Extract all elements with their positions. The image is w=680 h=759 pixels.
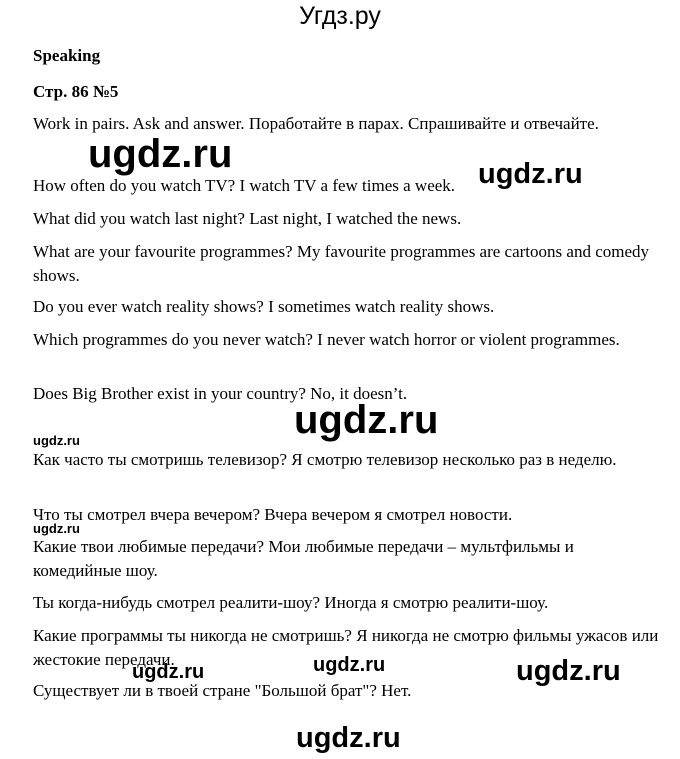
site-title: Угдз.ру — [299, 2, 381, 30]
exercise-reference: Стр. 86 №5 — [33, 82, 119, 101]
english-line: What are your favourite programmes? My favourite programmes are cartoons and comedy shows. — [33, 242, 650, 285]
english-line: How often do you watch TV? I watch TV a few times a week. — [33, 176, 456, 195]
watermark: ugdz.ru — [294, 398, 439, 442]
english-line: Do you ever watch reality shows? I sometimes watch reality shows. — [33, 297, 495, 316]
russian-line: Какие твои любимые передачи? Мои любимые передачи – мультфильмы и комедийные шоу. — [33, 537, 574, 580]
watermark: ugdz.ru — [516, 655, 621, 687]
russian-line: Ты когда-нибудь смотрел реалити-шоу? Иногда я смотрю реалити-шоу. — [33, 593, 549, 612]
watermark: ugdz.ru — [313, 654, 386, 676]
watermark: ugdz.ru — [33, 433, 80, 448]
english-line: Does Big Brother exist in your country? No, it doesn’t. — [33, 384, 408, 403]
russian-line: Что ты смотрел вчера вечером? Вчера вечером я смотрел новости. — [33, 505, 513, 524]
english-line: What did you watch last night? Last night, I watched the news. — [33, 209, 462, 228]
watermark: ugdz.ru — [296, 722, 401, 754]
watermark: ugdz.ru — [33, 521, 80, 536]
english-line: Which programmes do you never watch? I never watch horror or violent programmes. — [33, 330, 620, 349]
instruction-text: Work in pairs. Ask and answer. Поработайте в парах. Спрашивайте и отвечайте. — [33, 114, 599, 133]
watermark: ugdz.ru — [478, 158, 583, 190]
section-title: Speaking — [33, 46, 101, 65]
watermark: ugdz.ru — [132, 661, 205, 683]
watermark: ugdz.ru — [88, 132, 233, 176]
russian-line: Какие программы ты никогда не смотришь? Я никогда не смотрю фильмы ужасов или жестокие передачи. — [33, 626, 659, 669]
russian-line: Существует ли в твоей стране "Большой брат"? Нет. — [33, 681, 412, 700]
russian-line: Как часто ты смотришь телевизор? Я смотрю телевизор несколько раз в неделю. — [33, 450, 617, 469]
